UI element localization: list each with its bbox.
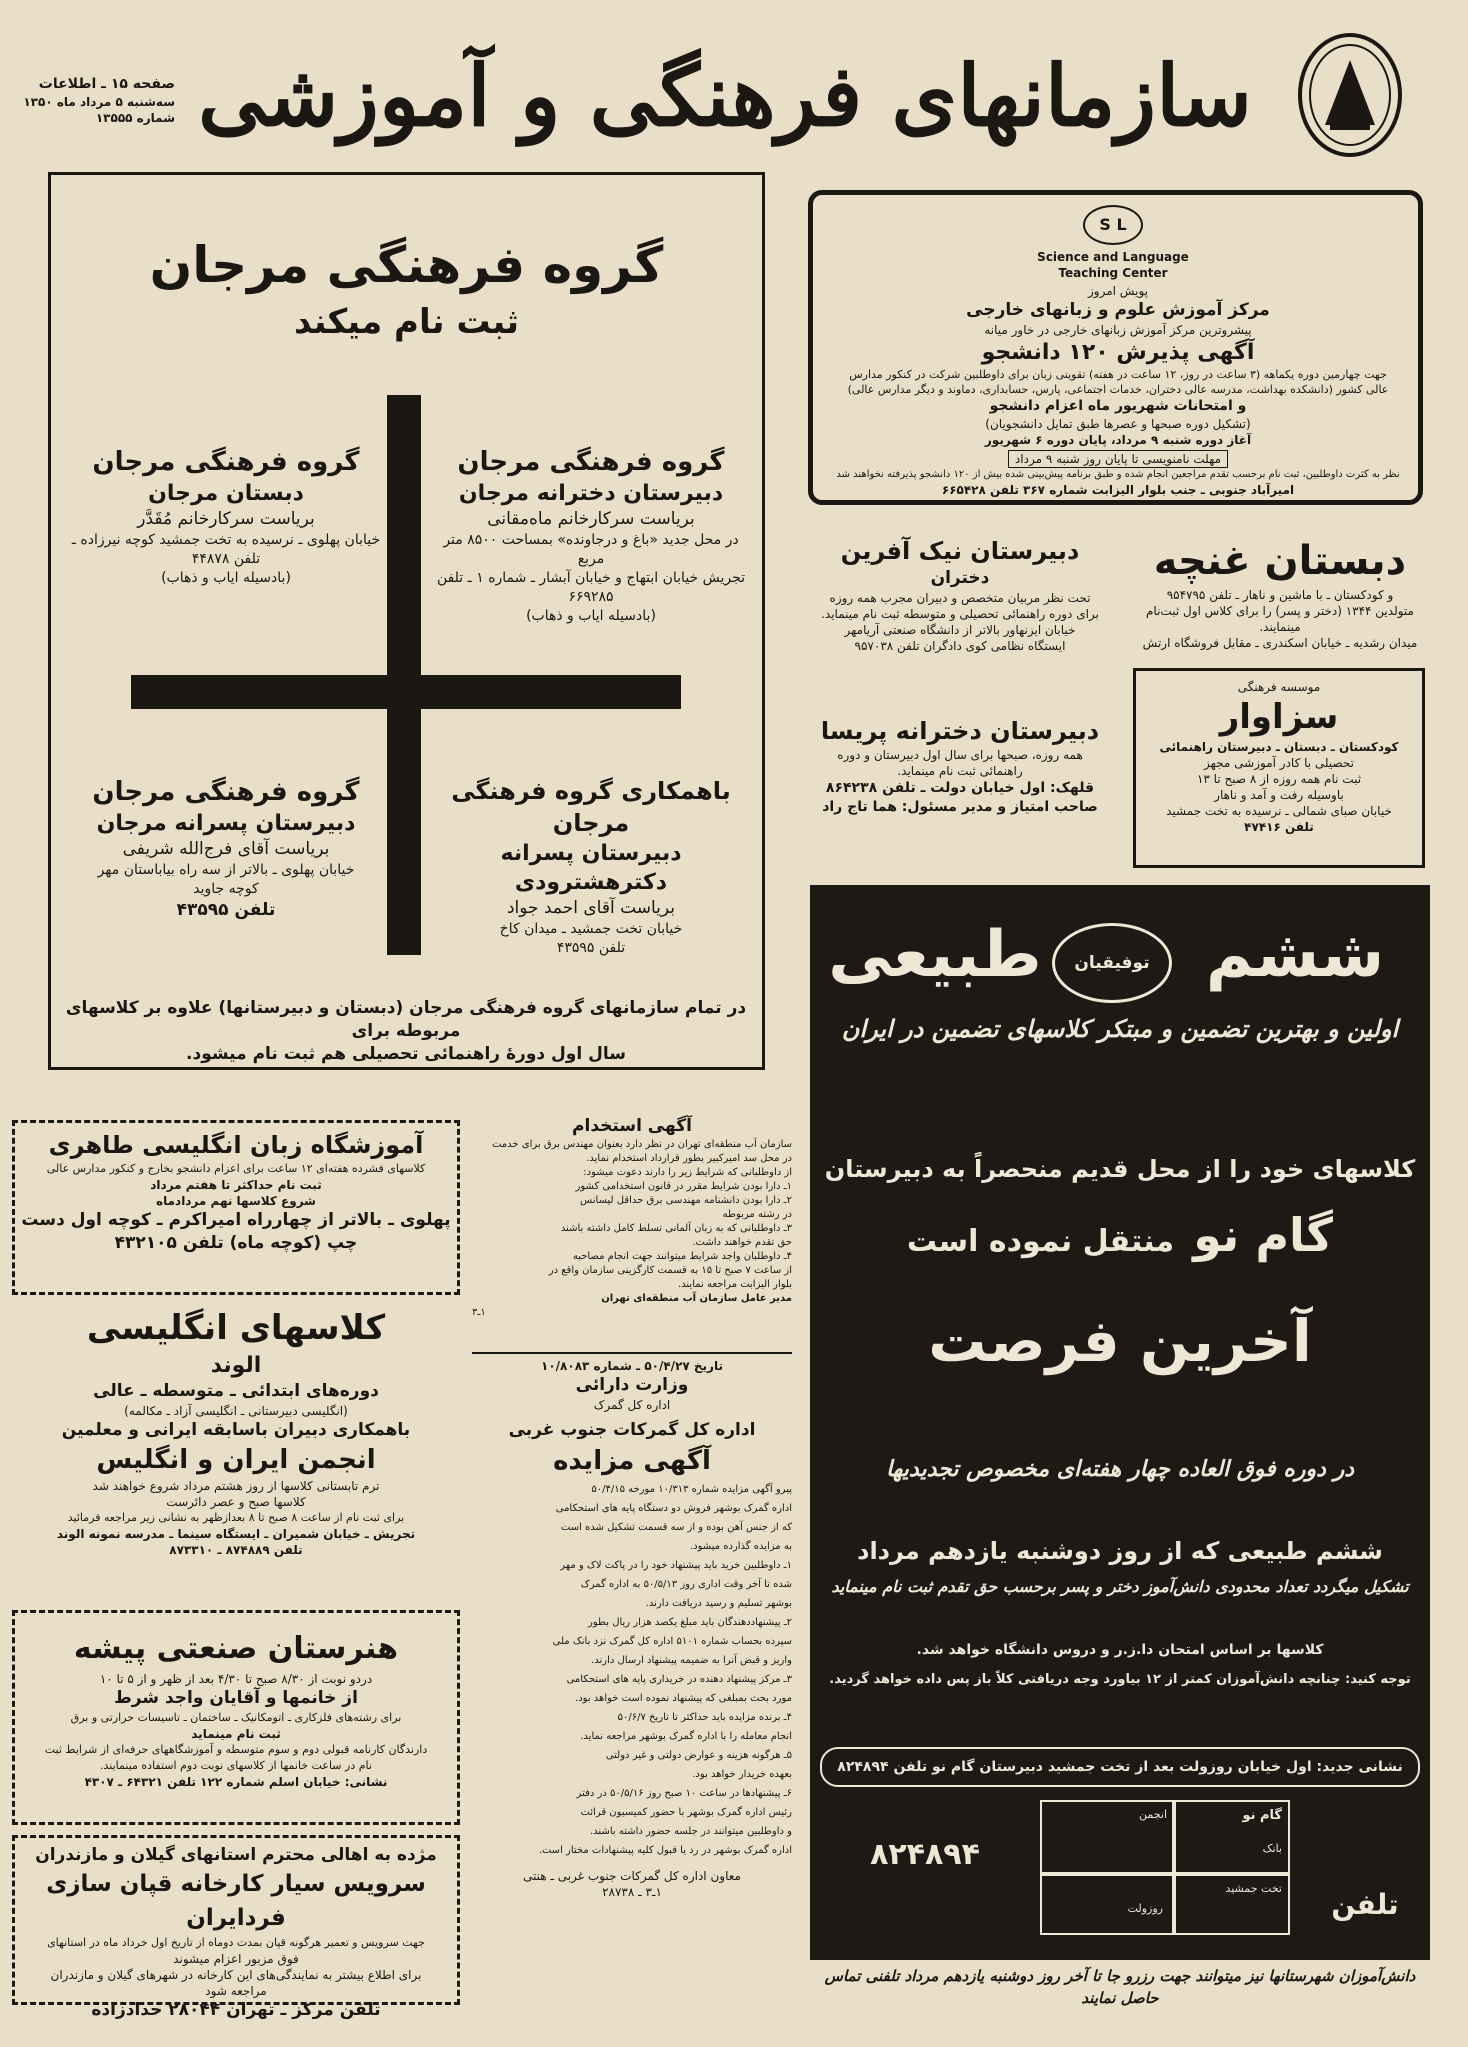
- sheshom-address: نشانی جدید: اول خیابان روزولت بعد از تخت جمشید دبیرستان گام نو تلفن ۸۲۴۸۹۴: [820, 1747, 1420, 1787]
- page-title: سازمانهای فرهنگی و آموزشی: [197, 46, 1253, 145]
- issue-number: شماره ۱۳۵۵۵: [95, 111, 175, 125]
- sheshom-gamno: گام نو منتقل نموده است: [906, 1208, 1334, 1262]
- sheshom-moved: کلاسهای خود را از محل قدیم منحصراً به دبیرستان: [824, 1155, 1416, 1183]
- map-road-h: [1042, 1872, 1288, 1876]
- pisheh-ad: هنرستان صنعتی پیشه دردو نوبت از ۸/۳۰ صبح تا ۴/۳۰ بعد از ظهر و از ۵ تا ۱۰ از خانمها و آقایان واجد شرط برای رشته‌های فلزکاری ـ اتومکانیک ـ ساختمان ـ تاسیسات حرارتی و برق ثبت نام مینماید دارندگان کارنامه قبولی دوم و سوم متوسطه و آموزشگاههای حرفه‌ای از شرایط ثبت نام در ساعت خانمها از کلاسهای نوبت دوم استفاده مینمایند. نشانی: خیابان اسلم شماره ۱۲۲ تلفن ۶۴۳۲۱ ـ ۴۳۰۷: [12, 1610, 460, 1825]
- map-label-anjoman: انجمن: [1139, 1808, 1167, 1821]
- science-language-ad: [808, 190, 1423, 505]
- marjan-subtitle: ثبت نام میکند: [294, 302, 519, 342]
- marjan-ad: [48, 172, 765, 1070]
- sheshom-phone: ۸۲۴۸۹۴: [870, 1837, 980, 1872]
- estekhdam-body: سازمان آب منطقه‌ای تهران در نظر دارد بعنوان مهندس برق برای خدمت در محل سد امیرکبیر بطور قرارداد استخدام نماید. از داوطلبانی که شرایط زیر را دارند دعوت میشود: ۱ـ دارا بودن شرایط مقرر در قانون استخدامی کشور ۲ـ دارا بودن دانشنامه مهندسی برق حداقل لیسانس در رشته مربوطه ۳ـ داوطلبانی که به زبان آلمانی تسلط کامل داشته باشند حق تقدم خواهند داشت. ۴ـ داوطلبان واجد شرایط میتوانند جهت انجام مصاحبه از ساعت ۷ صبح تا ۱۵ به قسمت کارگزینی سازمان واقع در بلوار الیزابت مراجعه نمایند. مدیر عامل سازمان آب منطقه‌ای تهران: [491, 1139, 792, 1304]
- sheshom-course: در دوره فوق العاده چهار هفته‌ای مخصوص تجدیدیها: [885, 1457, 1355, 1482]
- parisa-ad: دبیرستان دخترانه پریسا همه روزه، صبحها برای سال اول دبیرستان و دوره راهنمائی ثبت نام مینماید. قلهک: اول خیابان دولت ـ تلفن ۸۶۴۲۳۸ صاحب امتیاز و مدیر مسئول: هما تاج راد: [820, 717, 1100, 815]
- marjan-primary: گروه فرهنگی مرجان دبستان مرجان بریاست سرکارخانم مُقَدَّر خیابان پهلوی ـ نرسیده به تخت جمشید کوچه نیرزاده ـ تلفن ۴۴۸۷۸ (بادسیله ایاب و ذهاب): [71, 447, 381, 586]
- sheshom-ad: [810, 885, 1430, 1960]
- gilan-ad: مژده به اهالی محترم استانهای گیلان و مازندران سرویس سیار کارخانه قپان سازی فردایران جهت سرویس و تعمیر هرگونه قپان بمدت دوماه از تاریخ اول خرداد ماه در استانهای فوق مزبور اعزام میشوند برای اطلاع بیشتر به نمایندگی‌های این کارخانه در شهرهای گیلان و مازندران مراجعه شود تلفن مرکز ـ تهران ۲۸۰۴۴ حدادزاده: [12, 1835, 460, 2005]
- issue-date: سه‌شنبه ۵ مرداد ماه ۱۳۵۰: [23, 95, 175, 109]
- sheshom-title-2: طبیعی: [828, 918, 1042, 992]
- estekhdam-ad: آگهی استخدام سازمان آب منطقه‌ای تهران در نظر دارد بعنوان مهندس برق برای خدمت در محل سد امیرکبیر بطور قرارداد استخدام نماید. از داوطلبانی که شرایط زیر را دارند دعوت میشود: ۱ـ دارا بودن شرایط مقرر در قانون استخدامی کشور ۲ـ دارا بودن دانشنامه مهندسی برق حداقل لیسانس در رشته مربوطه ۳ـ داوطلبانی که به زبان آلمانی تسلط کامل داشته باشند حق تقدم خواهند داشت. ۴ـ داوطلبان واجد شرایط میتوانند جهت انجام مصاحبه از ساعت ۷ صبح تا ۱۵ به قسمت کارگزینی سازمان واقع در بلوار الیزابت مراجعه نمایند. مدیر عامل سازمان آب منطقه‌ای تهران ۱ـ۳: [472, 1116, 792, 1318]
- sl-body: پویش امروز مرکز آموزش علوم و زبانهای خارجی پیشروترین مرکز آموزش زبانهای خارجی در خاور میانه آگهی پذیرش ۱۲۰ دانشجو جهت چهارمین دوره یکماهه (۳ ساعت در روز، ۱۲ ساعت در هفته) تقویتی زبان برای داوطلبین شرکت در کنکور مدارس عالی کشور (دانشکده بهداشت، مدرسه عالی دختران، خدمات اجتماعی، پارس، حسابداری، دماوند و دیگر مدارس عالی) و امتحانات شهریور ماه اعزام دانشجو (تشکیل دوره صبحها و عصرها طبق تمایل دانشجویان) آغاز دوره شنبه ۹ مرداد، پایان دوره ۶ شهریور مهلت نامنویسی تا پایان روز شنبه ۹ مرداد نظر به کثرت داوطلبین، ثبت نام برحسب تقدم مراجعین انجام شده و طبق برنامه پیش‌بینی شده بیش از ۱۲۰ دانشجو پذیرفته نخواهند شد امیرآباد جنوبی ـ جنب بلوار الیزابت شماره ۳۶۷ تلفن ۶۶۵۴۲۸: [836, 284, 1400, 497]
- sheshom-title-1: ششم: [1205, 918, 1385, 992]
- map-label-takht: تخت جمشید: [1225, 1882, 1282, 1895]
- estekhdam-title: آگهی استخدام: [572, 1116, 692, 1136]
- sheshom-phone-label: تلفن: [1331, 1888, 1399, 1921]
- taheri-ad: آموزشگاه زبان انگلیسی طاهری کلاسهای فشرده هفته‌ای ۱۲ ساعت برای اعزام دانشجو بخارج و کنکور مدارس عالی ثبت نام حداکثر تا هفتم مرداد شروع کلاسها نهم مردادماه پهلوی ـ بالاتر از چهارراه امیراکرم ـ کوچه اول دست چپ (کوچه ماه) تلفن ۴۳۲۱۰۵: [12, 1120, 460, 1295]
- sheshom-last-chance: آخرین فرصت: [928, 1307, 1312, 1375]
- cross-horizontal: [131, 675, 681, 709]
- marjan-girls-high: گروه فرهنگی مرجان دبیرستان دخترانه مرجان بریاست سرکارخانم ماه‌مقانی در محل جدید «باغ و درجاونده» بمساحت ۸۵۰۰ متر مربع تجریش خیابان ابتهاج و خیابان آبشار ـ شماره ۱ ـ تلفن ۶۶۹۲۸۵ (بادسیله ایاب و ذهاب): [436, 447, 746, 624]
- mozayede-body: پیرو آگهی مزایده شماره ۱۰/۳۱۳ مورخه ۵۰/۴/۱۵ اداره گمرک بوشهر فروش دو دستگاه پایه های استحکامی که از جنس آهن بوده و از سه قسمت تشکیل شده است به مزایده گذارده میشود. ۱ـ داوطلبین خرید باید پیشنهاد خود را در پاکت لاک و مهر شده تا آخر وقت اداری روز ۵۰/۵/۱۳ به اداره گمرک بوشهر تسلیم و رسید دریافت دارند. ۲ـ پیشنهاددهندگان باید مبلغ یکصد هزار ریال بطور سپرده بحساب شماره ۵۱۰۱ اداره کل گمرک نزد بانک ملی واریز و قبض آنرا به ضمیمه پیشنهاد ارسال دارند. ۳ـ مرکز پیشنهاد دهنده در خریداری پایه های استحکامی مورد بحث بمبلغی که پیشنهاد نموده است خواهد بود. ۴ـ برنده مزایده باید حداکثر تا تاریخ ۵۰/۶/۷ انجام معامله را با اداره گمرک بوشهر مراجعه نماید. ۵ـ هرگونه هزینه و عوارض دولتی و غیر دولتی بعهده خریدار خواهد بود. ۶ـ پیشنهادها در ساعت ۱۰ صبح روز ۵۰/۵/۱۶ در دفتر رئیس اداره گمرک بوشهر با حضور کمیسیون قرائت و داوطلبین میتوانند در جلسه حضور داشته باشند. اداره گمرک بوشهر در رد یا قبول کلیه پیشنهادات مختار است.: [538, 1484, 792, 1856]
- ghoncheh-ad: دبستان غنچه و کودکستان ـ با ماشین و ناهار ـ تلفن ۹۵۴۷۹۵ متولدین ۱۳۴۴ (دختر و پسر) را برای کلاس اول ثبت‌نام مینمایند. میدان رشدیه ـ خیابان اسکندری ـ مقابل فروشگاه ارتش: [1142, 538, 1418, 650]
- nikafarin-ad: دبیرستان نیک آفرین دختران تحت نظر مربیان متخصص و دبیران مجرب همه روزه برای دوره راهنمائی تحصیلی و متوسطه ثبت نام مینماید. خیابان ایزنهاور بالاتر از دانشگاه صنعتی آریامهر ایستگاه نظامی کوی دادگران تلفن ۹۵۷۰۳۸: [821, 537, 1099, 653]
- map-label-bank: بانک: [1262, 1842, 1282, 1855]
- map-label-roosevelt: روزولت: [1127, 1902, 1163, 1915]
- map-label-gamno: گام نو: [1242, 1808, 1282, 1823]
- sazavar-ad: موسسه فرهنگی سزاوار کودکستان ـ دبستان ـ دبیرستان راهنمائی تحصیلی با کادر آموزشی مجهز ثبت نام همه روزه از ۸ صبح تا ۱۳ باوسیله رفت و آمد و ناهار خیابان صبای شمالی ـ نرسیده به تخت جمشید تلفن ۴۷۴۱۶: [1133, 668, 1425, 868]
- mozayede-ad: تاریخ ۵۰/۴/۲۷ ـ شماره ۱۰/۸۰۸۳ وزارت دارائی اداره کل گمرک اداره کل گمرکات جنوب غربی آگهی مزایده پیرو آگهی مزایده شماره ۱۰/۳۱۳ مورخه ۵۰/۴/۱۵ اداره گمرک بوشهر فروش دو دستگاه پایه های استحکامی که از جنس آهن بوده و از سه قسمت تشکیل شده است به مزایده گذارده میشود. ۱ـ داوطلبین خرید باید پیشنهاد خود را در پاکت لاک و مهر شده تا آخر وقت اداری روز ۵۰/۵/۱۳ به اداره گمرک بوشهر تسلیم و رسید دریافت دارند. ۲ـ پیشنهاددهندگان باید مبلغ یکصد هزار ریال بطور سپرده بحساب شماره ۵۱۰۱ اداره کل گمرک نزد بانک ملی واریز و قبض آنرا به ضمیمه پیشنهاد ارسال دارند. ۳ـ مرکز پیشنهاد دهنده در خریداری پایه های استحکامی مورد بحث بمبلغی که پیشنهاد نموده است خواهد بود. ۴ـ برنده مزایده باید حداکثر تا تاریخ ۵۰/۶/۷ انجام معامله را با اداره گمرک بوشهر مراجعه نماید. ۵ـ هرگونه هزینه و عوارض دولتی و غیر دولتی بعهده خریدار خواهد بود. ۶ـ پیشنهادها در ساعت ۱۰ صبح روز ۵۰/۵/۱۶ در دفتر رئیس اداره گمرک بوشهر با حضور کمیسیون قرائت و داوطلبین میتوانند در جلسه حضور داشته باشند. اداره گمرک بوشهر در رد یا قبول کلیه پیشنهادات مختار است. معاون اداره کل گمرکات جنوب غربی ـ هنتی ۱ـ۳ ـ ۲۸۷۳۸: [472, 1358, 792, 1998]
- sheshom-map: [1040, 1800, 1290, 1935]
- sheshom-badge: توفیقیان: [1052, 923, 1172, 1003]
- sheshom-bottom-note: دانش‌آموزان شهرستانها نیز میتوانند جهت رزرو جا تا آخر روز دوشنبه یازدهم مرداد تلفنی تماس حاصل نمایند: [824, 1967, 1416, 2007]
- marjan-title: گروه فرهنگی مرجان: [149, 236, 664, 294]
- sheshom-start: ششم طبیعی که از روز دوشنبه یازدهم مرداد: [857, 1537, 1383, 1565]
- divider: [472, 1352, 792, 1354]
- page-info: [15, 75, 175, 126]
- sheshom-note2: توجه کنید: چنانچه دانش‌آموزان کمتر از ۱۲ بیاورد وجه دریافتی کلاً باز پس داده خواهد گردید.: [829, 1672, 1411, 1687]
- sheshom-register: تشکیل میگردد تعداد محدودی دانش‌آموز دختر و پسر برحسب حق تقدم ثبت نام مینماید: [831, 1577, 1409, 1596]
- sheshom-note1: کلاسها بر اساس امتحان دا.ز.ر و دروس دانشگاه خواهد شد.: [916, 1642, 1324, 1658]
- sl-english: Science and Language Teaching Center: [1037, 250, 1189, 280]
- sl-emblem: S L: [1083, 205, 1143, 245]
- marjan-boys-hashtroudi: باهمکاری گروه فرهنگی مرجان دبیرستان پسرانه دکترهشترودی بریاست آقای احمد جواد خیابان تخت جمشید ـ میدان کاخ تلفن ۴۳۵۹۵: [451, 777, 731, 956]
- page-number: صفحه ۱۵ ـ اطلاعات: [38, 76, 175, 92]
- marjan-footer: در تمام سازمانهای گروه فرهنگی مرجان (دبستان و دبیرستانها) علاوه بر کلاسهای مربوطه برای سال اول دورهٔ راهنمائی تحصیلی هم ثبت نام میشود.: [65, 998, 747, 1064]
- sheshom-slogan: اولین و بهترین تضمین و مبتکر کلاسهای تضمین در ایران: [841, 1015, 1399, 1043]
- alvand-ad: کلاسهای انگلیسی الوند دوره‌های ابتدائی ـ متوسطه ـ عالی (انگلیسی دبیرستانی ـ انگلیسی آزاد ـ مکالمه) باهمکاری دبیران باسابقه ایرانی و معلمین انجمن ایران و انگلیس ترم تابستانی کلاسها از روز هشتم مرداد شروع خواهند شد کلاسها صبح و عصر دائرست برای ثبت نام از ساعت ۸ صبح تا ۸ بعدازظهر به نشانی زیر مراجعه فرمائید تجریش ـ خیابان شمیران ـ ایستگاه سینما ـ مدرسه نمونه الوند تلفن ۸۷۴۸۸۹ ـ ۸۷۳۳۱۰: [56, 1308, 416, 1557]
- masthead: [0, 0, 1468, 170]
- marjan-boys-high: گروه فرهنگی مرجان دبیرستان پسرانه مرجان بریاست آقای فرج‌الله شریفی خیابان پهلوی ـ بالاتر از سه راه بیاباستان مهر کوچه جاوید تلفن ۴۳۵۹۵: [92, 777, 360, 920]
- map-road-v: [1172, 1802, 1176, 1933]
- emblem-icon: [1295, 30, 1405, 160]
